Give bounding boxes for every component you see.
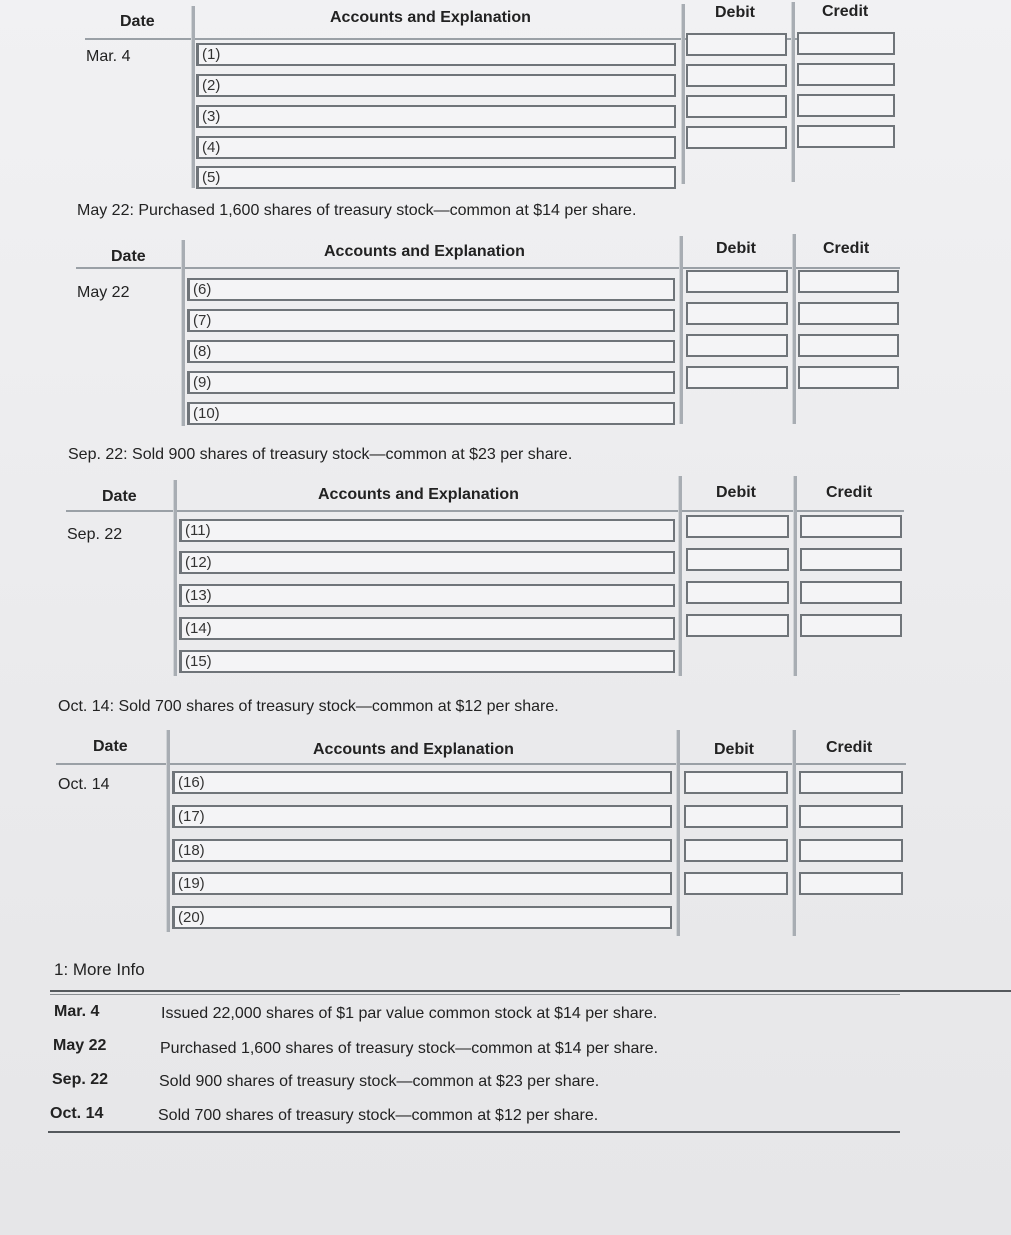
accounts-header: Accounts and Explanation [318, 486, 519, 503]
info-date: Sep. 22 [52, 1071, 109, 1088]
credit-input[interactable] [798, 366, 899, 389]
entry-date: Mar. 4 [86, 48, 131, 65]
debit-input[interactable] [686, 614, 789, 637]
debit-input[interactable] [686, 95, 787, 118]
credit-input[interactable] [799, 771, 903, 794]
account-input-13[interactable]: (13) [179, 584, 675, 607]
column-divider [191, 6, 195, 188]
column-divider [678, 476, 682, 676]
info-text: Issued 22,000 shares of $1 par value common stock at $14 per share. [161, 1005, 658, 1022]
info-text: Purchased 1,600 shares of treasury stock—common at $14 per share. [160, 1040, 659, 1057]
account-input-8[interactable]: (8) [187, 340, 675, 363]
account-input-7[interactable]: (7) [187, 309, 675, 332]
account-input-3[interactable]: (3) [196, 105, 676, 128]
debit-header: Debit [716, 240, 756, 257]
account-input-4[interactable]: (4) [196, 136, 676, 159]
debit-input[interactable] [686, 302, 788, 325]
debit-input[interactable] [684, 839, 788, 862]
debit-input[interactable] [684, 872, 788, 895]
column-divider [173, 480, 177, 676]
column-divider [166, 730, 170, 932]
credit-header: Credit [822, 3, 869, 20]
info-date: Mar. 4 [54, 1003, 100, 1020]
credit-input[interactable] [799, 839, 903, 862]
debit-header: Debit [715, 4, 755, 21]
debit-input[interactable] [686, 334, 788, 357]
credit-input[interactable] [799, 805, 903, 828]
debit-header: Debit [716, 484, 756, 501]
account-input-18[interactable]: (18) [172, 839, 672, 862]
debit-input[interactable] [686, 581, 789, 604]
account-input-17[interactable]: (17) [172, 805, 672, 828]
account-input-10[interactable]: (10) [187, 402, 675, 425]
column-divider [181, 240, 185, 426]
accounts-header: Accounts and Explanation [313, 741, 514, 758]
transaction-caption-sep22: Sep. 22: Sold 900 shares of treasury stock—common at $23 per share. [68, 446, 573, 463]
account-input-2[interactable]: (2) [196, 74, 676, 97]
account-input-11[interactable]: (11) [179, 519, 675, 542]
more-info-top-rule-2 [50, 994, 900, 995]
credit-header: Credit [826, 484, 873, 501]
credit-input[interactable] [797, 94, 895, 117]
debit-input[interactable] [686, 64, 787, 87]
account-input-12[interactable]: (12) [179, 551, 675, 574]
account-input-6[interactable]: (6) [187, 278, 675, 301]
credit-input[interactable] [799, 872, 903, 895]
credit-input[interactable] [798, 270, 899, 293]
credit-header: Credit [826, 739, 873, 756]
credit-input[interactable] [797, 63, 895, 86]
debit-input[interactable] [686, 548, 789, 571]
account-input-20[interactable]: (20) [172, 906, 672, 929]
account-input-9[interactable]: (9) [187, 371, 675, 394]
account-input-5[interactable]: (5) [196, 166, 676, 189]
more-info-title: 1: More Info [54, 960, 145, 979]
transaction-caption-may22: May 22: Purchased 1,600 shares of treasury stock—common at $14 per share. [77, 202, 637, 219]
account-input-16[interactable]: (16) [172, 771, 672, 794]
credit-input[interactable] [797, 32, 895, 55]
credit-header: Credit [823, 240, 870, 257]
column-divider [792, 730, 796, 936]
credit-input[interactable] [800, 581, 902, 604]
header-rule [66, 510, 904, 512]
debit-header: Debit [714, 741, 754, 758]
header-rule [56, 763, 906, 765]
credit-input[interactable] [800, 614, 902, 637]
date-header: Date [120, 13, 155, 30]
column-divider [676, 730, 680, 936]
date-header: Date [102, 488, 137, 505]
header-rule [76, 267, 900, 269]
credit-input[interactable] [798, 334, 899, 357]
date-header: Date [93, 738, 128, 755]
date-header: Date [111, 248, 146, 265]
account-input-14[interactable]: (14) [179, 617, 675, 640]
transaction-caption-oct14: Oct. 14: Sold 700 shares of treasury stock—common at $12 per share. [58, 698, 559, 715]
credit-input[interactable] [800, 515, 902, 538]
debit-input[interactable] [686, 515, 789, 538]
more-info-bottom-rule [48, 1131, 900, 1133]
credit-input[interactable] [800, 548, 902, 571]
debit-input[interactable] [686, 366, 788, 389]
accounts-header: Accounts and Explanation [324, 243, 525, 260]
entry-date: Sep. 22 [67, 526, 123, 543]
credit-input[interactable] [797, 125, 895, 148]
column-divider [681, 4, 685, 184]
more-info-top-rule [50, 990, 1011, 992]
debit-input[interactable] [686, 33, 787, 56]
entry-date: May 22 [77, 284, 130, 301]
account-input-15[interactable]: (15) [179, 650, 675, 673]
column-divider [791, 2, 795, 182]
info-date: May 22 [53, 1037, 107, 1054]
accounts-header: Accounts and Explanation [330, 9, 531, 26]
column-divider [792, 234, 796, 424]
debit-input[interactable] [684, 805, 788, 828]
debit-input[interactable] [686, 270, 788, 293]
info-date: Oct. 14 [50, 1105, 104, 1122]
column-divider [793, 476, 797, 676]
account-input-1[interactable]: (1) [196, 43, 676, 66]
credit-input[interactable] [798, 302, 899, 325]
entry-date: Oct. 14 [58, 776, 110, 793]
debit-input[interactable] [684, 771, 788, 794]
column-divider [679, 236, 683, 424]
info-text: Sold 900 shares of treasury stock—common at $23 per share. [159, 1073, 600, 1090]
debit-input[interactable] [686, 126, 787, 149]
account-input-19[interactable]: (19) [172, 872, 672, 895]
info-text: Sold 700 shares of treasury stock—common at $12 per share. [158, 1107, 599, 1124]
